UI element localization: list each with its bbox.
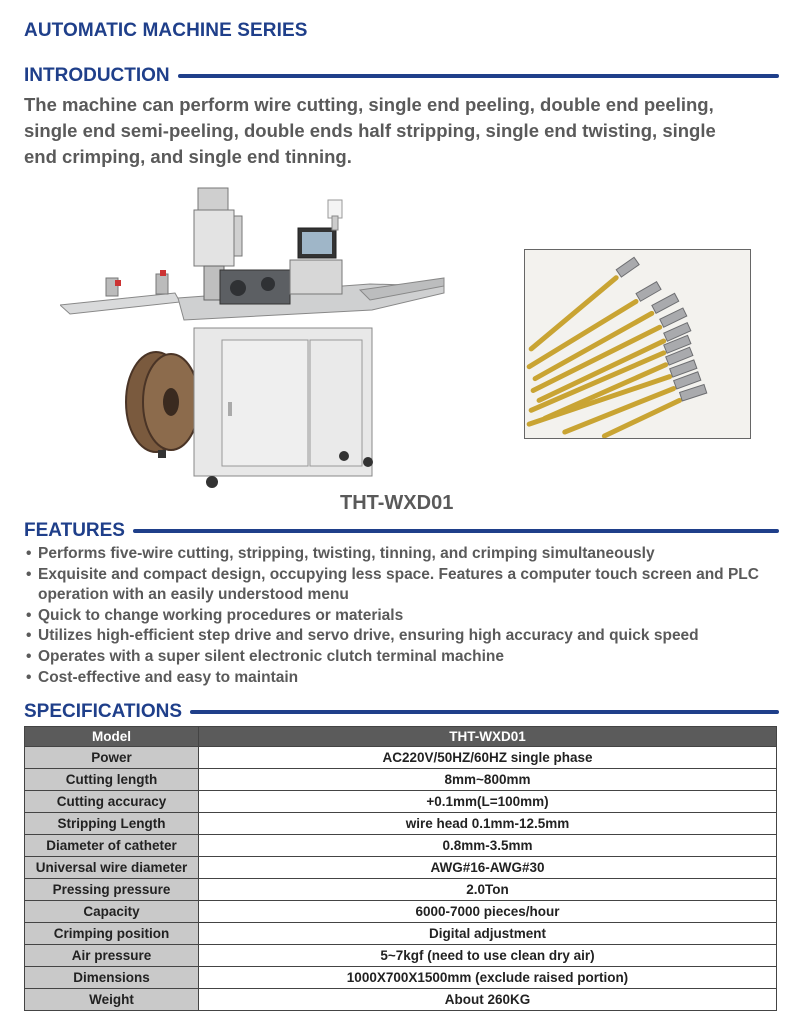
spec-value: AC220V/50HZ/60HZ single phase	[199, 747, 777, 769]
feature-item: • Cost-effective and easy to maintain	[26, 668, 786, 689]
spec-key: Weight	[25, 989, 199, 1011]
feature-item: • Quick to change working procedures or materials	[26, 606, 786, 627]
table-row	[25, 901, 777, 923]
bullet-icon: •	[26, 647, 32, 665]
spec-key: Cutting length	[25, 769, 199, 791]
table-row	[25, 813, 777, 835]
features-list	[26, 544, 786, 688]
specifications-heading-label: SPECIFICATIONS	[24, 701, 182, 722]
table-row	[25, 791, 777, 813]
bullet-icon: •	[26, 627, 32, 645]
table-row	[25, 967, 777, 989]
spec-key: Cutting accuracy	[25, 791, 199, 813]
spec-value: 2.0Ton	[199, 879, 777, 901]
specifications-heading-rule	[190, 710, 779, 714]
bullet-icon: •	[26, 606, 32, 624]
spec-value: +0.1mm(L=100mm)	[199, 791, 777, 813]
features-heading-rule	[133, 529, 779, 533]
features-heading	[24, 519, 779, 543]
table-header-row	[25, 727, 777, 747]
spec-key: Crimping position	[25, 923, 199, 945]
spec-value: 8mm~800mm	[199, 769, 777, 791]
spec-key: Power	[25, 747, 199, 769]
table-row	[25, 769, 777, 791]
spec-value: AWG#16-AWG#30	[199, 857, 777, 879]
bullet-icon: •	[26, 545, 32, 562]
feature-item: • Operates with a super silent electronic clutch terminal machine	[26, 647, 786, 668]
spec-key: Stripping Length	[25, 813, 199, 835]
feature-item: • Utilizes high-efficient step drive and servo drive, ensuring high accuracy and quick speed	[26, 626, 786, 647]
table-row	[25, 747, 777, 769]
features-heading-label: FEATURES	[24, 520, 125, 541]
table-row	[25, 835, 777, 857]
table-row	[25, 945, 777, 967]
spec-key: Capacity	[25, 901, 199, 923]
feature-item: • Exquisite and compact design, occupying less space. Features a computer touch screen and PLC operation with an easily understood menu	[26, 565, 759, 604]
bullet-icon: •	[26, 668, 32, 686]
specifications-heading	[24, 700, 779, 724]
spec-key: Diameter of catheter	[25, 835, 199, 857]
bullet-icon: •	[26, 565, 32, 583]
feature-item: • Performs five-wire cutting, stripping, twisting, tinning, and crimping simultaneously	[26, 544, 786, 565]
specifications-table	[24, 726, 777, 1011]
spec-value: 1000X700X1500mm (exclude raised portion)	[199, 967, 777, 989]
spec-key: Air pressure	[25, 945, 199, 967]
spec-value: wire head 0.1mm-12.5mm	[199, 813, 777, 835]
spec-key: Pressing pressure	[25, 879, 199, 901]
introduction-heading-label: INTRODUCTION	[24, 65, 170, 86]
model-caption: THT-WXD01	[340, 492, 454, 514]
machine-image	[60, 180, 450, 498]
spec-key: Dimensions	[25, 967, 199, 989]
table-row	[25, 857, 777, 879]
spec-value: 0.8mm-3.5mm	[199, 835, 777, 857]
introduction-text: The machine can perform wire cutting, single end peeling, double end peeling, single end semi-peeling, double ends half stripping, single end twisting, single end crimping, and single end tinning.	[24, 94, 716, 167]
table-row	[25, 923, 777, 945]
table-header-value: THT-WXD01	[199, 727, 777, 747]
series-title: AUTOMATIC MACHINE SERIES	[24, 20, 308, 41]
spec-value: Digital adjustment	[199, 923, 777, 945]
crimped-wires-photo	[524, 249, 751, 439]
spec-value: 6000-7000 pieces/hour	[199, 901, 777, 923]
table-row	[25, 989, 777, 1011]
introduction-heading-rule	[178, 74, 779, 78]
introduction-heading	[24, 64, 779, 88]
spec-key: Universal wire diameter	[25, 857, 199, 879]
table-row	[25, 879, 777, 901]
table-header-key: Model	[25, 727, 199, 747]
spec-value: 5~7kgf (need to use clean dry air)	[199, 945, 777, 967]
spec-value: About 260KG	[199, 989, 777, 1011]
